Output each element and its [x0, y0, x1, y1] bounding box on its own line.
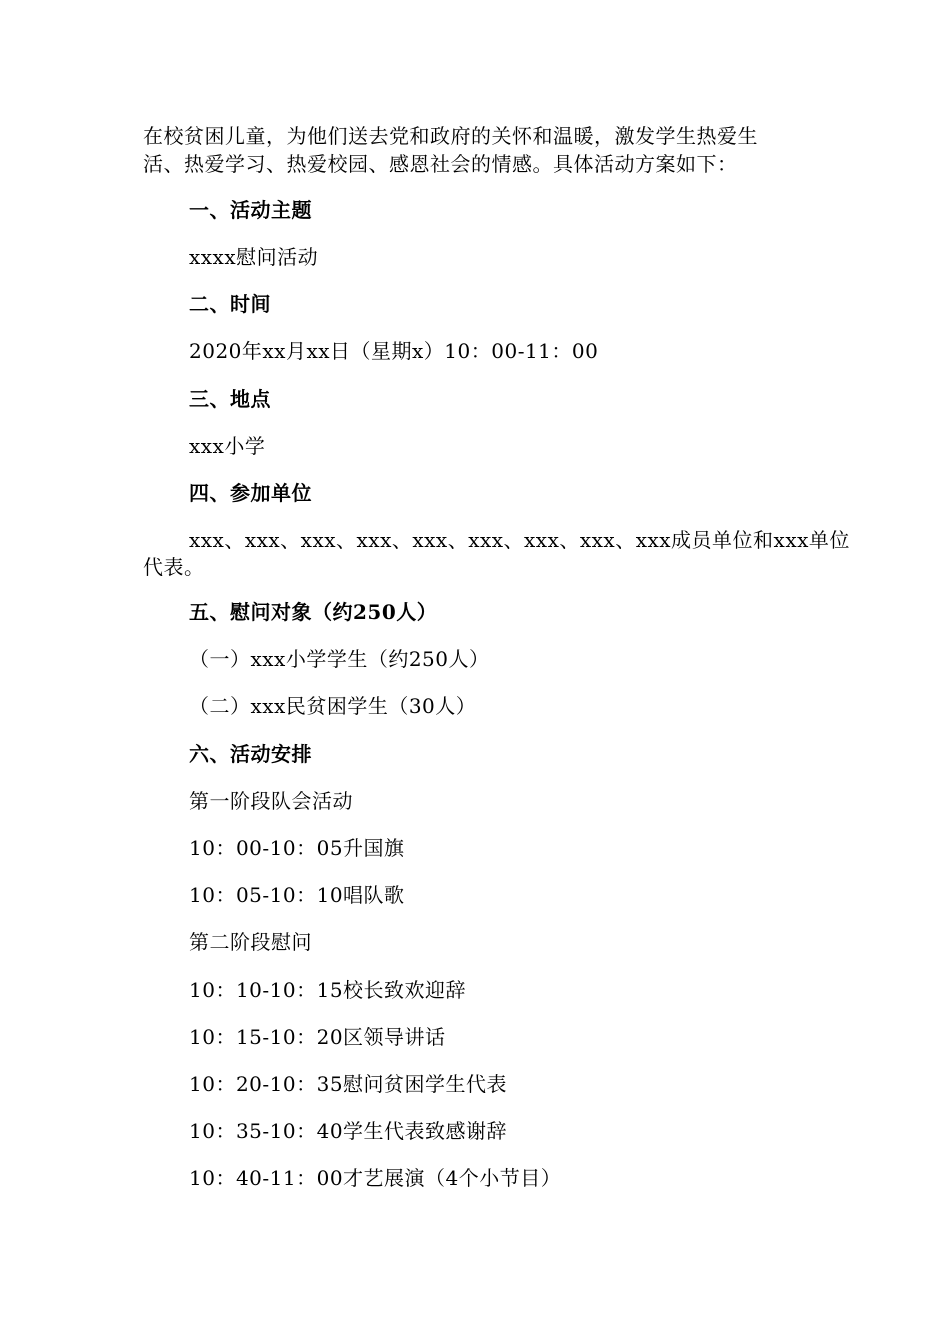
target-item-2: （二）xxx民贫困学生（30人）	[189, 694, 477, 718]
time-text: 2020年xx月xx日（星期x）10：00-11：00	[189, 339, 599, 363]
place-text: xxx小学	[189, 434, 266, 458]
schedule-item-1: 10：00-10：05升国旗	[189, 836, 405, 860]
schedule-item-4: 10：15-10：20区领导讲话	[189, 1025, 446, 1049]
intro-line-2: 活、热爱学习、热爱校园、感恩社会的情感。具体活动方案如下：	[143, 152, 738, 176]
schedule-item-3: 10：10-10：15校长致欢迎辞	[189, 978, 467, 1002]
schedule-item-7: 10：40-11：00才艺展演（4个小节目）	[189, 1166, 562, 1190]
schedule-item-2: 10：05-10：10唱队歌	[189, 883, 405, 907]
schedule-stage-2: 第二阶段慰问	[189, 930, 312, 954]
target-item-1: （一）xxx小学学生（约250人）	[189, 647, 490, 671]
schedule-item-6: 10：35-10：40学生代表致感谢辞	[189, 1119, 508, 1143]
schedule-item-5: 10：20-10：35慰问贫困学生代表	[189, 1072, 508, 1096]
intro-line-1: 在校贫困儿童，为他们送去党和政府的关怀和温暖，激发学生热爱生	[143, 124, 758, 148]
units-text-line-1: xxx、xxx、xxx、xxx、xxx、xxx、xxx、xxx、xxx成员单位和xxx单位	[189, 528, 850, 552]
section-heading-time: 二、时间	[189, 292, 271, 316]
section-heading-place: 三、地点	[189, 387, 271, 411]
section-heading-units: 四、参加单位	[189, 481, 312, 505]
schedule-stage-1: 第一阶段队会活动	[189, 789, 353, 813]
units-text-line-2: 代表。	[143, 555, 205, 579]
section-heading-schedule: 六、活动安排	[189, 742, 312, 766]
theme-text: xxxx慰问活动	[189, 245, 319, 269]
section-heading-targets: 五、慰问对象（约250人）	[189, 600, 438, 624]
section-heading-theme: 一、活动主题	[189, 198, 312, 222]
